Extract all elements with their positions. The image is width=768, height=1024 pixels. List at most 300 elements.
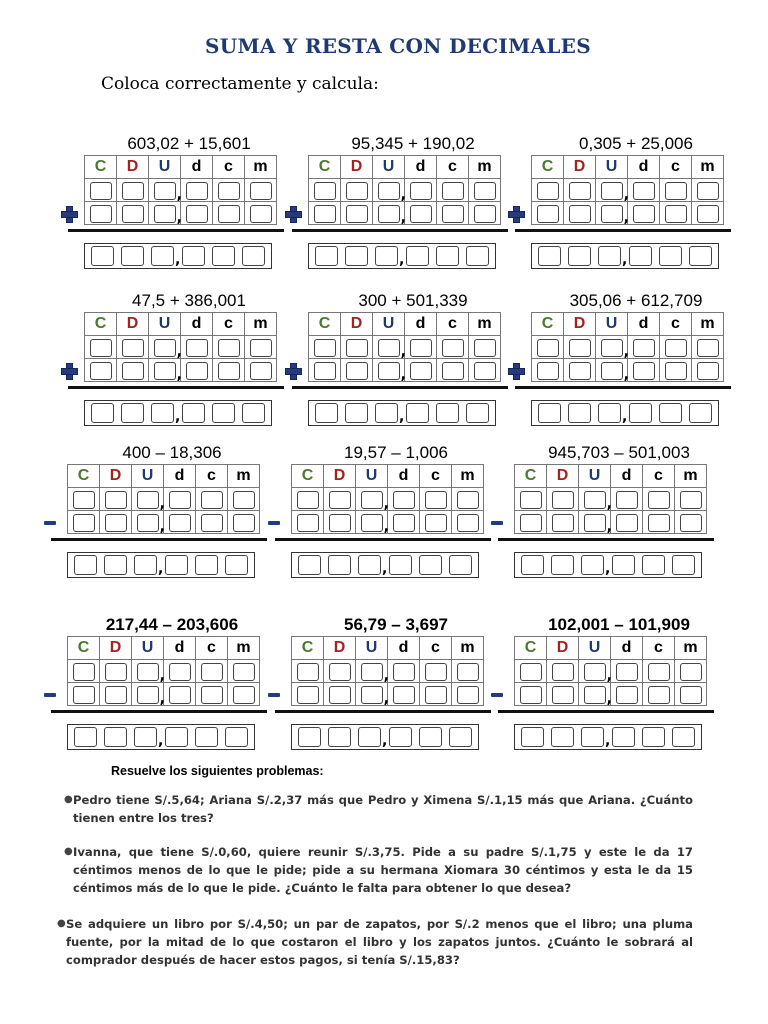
place-value-table (308, 155, 501, 225)
digit-box[interactable] (569, 339, 591, 357)
column-header: C (85, 156, 117, 179)
result-digit-box[interactable] (134, 555, 157, 575)
digit-box[interactable] (410, 182, 432, 200)
result-digit-box[interactable] (581, 727, 604, 747)
digit-box[interactable] (201, 663, 223, 681)
digit-box[interactable] (201, 491, 223, 509)
result-digit-box[interactable] (449, 555, 472, 575)
digit-box[interactable] (233, 663, 255, 681)
result-digit-box[interactable] (134, 727, 157, 747)
decimal-comma: , (381, 561, 388, 578)
result-rule (275, 538, 491, 541)
digit-box[interactable] (105, 686, 127, 704)
result-digit-box[interactable] (466, 246, 489, 266)
digit-box[interactable] (122, 205, 144, 223)
column-header: m (245, 156, 277, 179)
digit-box[interactable] (648, 491, 670, 509)
digit-box[interactable] (154, 362, 176, 380)
result-digit-box[interactable] (165, 555, 188, 575)
digit-box[interactable] (474, 362, 496, 380)
column-header: D (117, 313, 149, 336)
digit-box[interactable] (361, 686, 383, 704)
digit-box[interactable] (442, 205, 464, 223)
result-digit-box[interactable] (121, 246, 144, 266)
worksheet-instructions: Coloca correctamente y calcula: (101, 74, 379, 94)
digit-box[interactable] (137, 514, 159, 532)
operation-label: 305,06 + 612,709 (569, 291, 703, 310)
decimal-comma: , (176, 210, 182, 226)
digit-box[interactable] (73, 663, 95, 681)
digit-box[interactable] (665, 205, 687, 223)
decimal-comma: , (381, 733, 388, 750)
result-digit-box[interactable] (389, 555, 412, 575)
result-digit-box[interactable] (551, 727, 574, 747)
plus-sign-icon (285, 206, 301, 222)
digit-box[interactable] (569, 362, 591, 380)
digit-box[interactable] (361, 514, 383, 532)
digit-box[interactable] (520, 514, 542, 532)
digit-box[interactable] (73, 514, 95, 532)
result-digit-box[interactable] (659, 403, 682, 423)
column-header: C (309, 313, 341, 336)
digit-box[interactable] (601, 339, 623, 357)
result-digit-box[interactable] (581, 555, 604, 575)
digit-box[interactable] (186, 205, 208, 223)
problems-heading: Resuelve los siguientes problemas: (111, 764, 324, 778)
digit-box[interactable] (457, 686, 479, 704)
digit-box[interactable] (552, 686, 574, 704)
digit-box[interactable] (154, 339, 176, 357)
digit-box[interactable] (584, 686, 606, 704)
digit-box[interactable] (297, 663, 319, 681)
column-header: U (579, 637, 611, 660)
column-header: D (564, 156, 596, 179)
digit-box[interactable] (169, 491, 191, 509)
digit-box[interactable] (378, 339, 400, 357)
digit-box[interactable] (410, 339, 432, 357)
column-header: d (405, 313, 437, 336)
result-digit-box[interactable] (151, 403, 174, 423)
column-header: d (164, 465, 196, 488)
result-digit-box[interactable] (315, 403, 338, 423)
result-digit-box[interactable] (91, 403, 114, 423)
word-problem-text: Ivanna, que tiene S/.0,60, quiere reunir S/.3,75. Pide a su padre S/.1,75 y este le da 17 céntimos menos de lo que le pide; pide a su hermana Xiomara 30 céntimos y esta le da 15 céntimos más de lo que le pide. ¿Cuánto le falta para obtener lo que desea? (73, 845, 693, 895)
digit-box[interactable] (233, 686, 255, 704)
column-header: C (292, 465, 324, 488)
result-digit-box[interactable] (298, 555, 321, 575)
decimal-comma: , (400, 187, 406, 203)
digit-box[interactable] (457, 514, 479, 532)
digit-box[interactable] (442, 339, 464, 357)
result-digit-box[interactable] (74, 727, 97, 747)
result-digit-box[interactable] (689, 403, 712, 423)
digit-box[interactable] (633, 362, 655, 380)
result-digit-box[interactable] (358, 555, 381, 575)
minus-sign-icon (268, 687, 284, 703)
digit-box[interactable] (393, 491, 415, 509)
result-digit-box[interactable] (406, 246, 429, 266)
decimal-comma: , (621, 409, 628, 426)
result-digit-box[interactable] (629, 403, 652, 423)
operation-label: 603,02 + 15,601 (127, 134, 251, 153)
column-header: m (228, 637, 260, 660)
digit-box[interactable] (552, 491, 574, 509)
digit-box[interactable] (169, 514, 191, 532)
result-digit-box[interactable] (212, 246, 235, 266)
digit-box[interactable] (410, 362, 432, 380)
column-header: U (356, 465, 388, 488)
operation-label: 95,345 + 190,02 (351, 134, 475, 153)
digit-box[interactable] (250, 339, 272, 357)
digit-box[interactable] (648, 663, 670, 681)
digit-box[interactable] (697, 182, 719, 200)
result-digit-box[interactable] (538, 246, 561, 266)
digit-box[interactable] (393, 686, 415, 704)
digit-box[interactable] (314, 339, 336, 357)
digit-box[interactable] (601, 362, 623, 380)
result-row (67, 724, 255, 750)
result-digit-box[interactable] (568, 403, 591, 423)
decimal-comma: , (400, 367, 406, 383)
digit-box[interactable] (442, 182, 464, 200)
digit-box[interactable] (648, 686, 670, 704)
digit-box[interactable] (442, 362, 464, 380)
digit-box[interactable] (154, 205, 176, 223)
digit-box[interactable] (105, 514, 127, 532)
result-digit-box[interactable] (612, 555, 635, 575)
result-digit-box[interactable] (612, 727, 635, 747)
digit-box[interactable] (616, 686, 638, 704)
worksheet-title: SUMA Y RESTA CON DECIMALES (205, 34, 591, 58)
digit-box[interactable] (410, 205, 432, 223)
digit-box[interactable] (601, 205, 623, 223)
column-header: D (547, 465, 579, 488)
digit-box[interactable] (697, 339, 719, 357)
digit-box[interactable] (218, 205, 240, 223)
digit-box[interactable] (346, 362, 368, 380)
result-digit-box[interactable] (165, 727, 188, 747)
digit-box[interactable] (297, 514, 319, 532)
digit-box[interactable] (616, 514, 638, 532)
result-digit-box[interactable] (358, 727, 381, 747)
digit-box[interactable] (314, 205, 336, 223)
result-digit-box[interactable] (389, 727, 412, 747)
digit-box[interactable] (218, 339, 240, 357)
digit-box[interactable] (697, 362, 719, 380)
column-header: U (373, 156, 405, 179)
digit-box[interactable] (425, 514, 447, 532)
digit-box[interactable] (105, 663, 127, 681)
digit-box[interactable] (537, 362, 559, 380)
decimal-comma: , (383, 519, 389, 535)
digit-box[interactable] (218, 362, 240, 380)
result-digit-box[interactable] (521, 555, 544, 575)
digit-box[interactable] (552, 514, 574, 532)
column-header: C (292, 637, 324, 660)
place-value-table (84, 312, 277, 382)
digit-box[interactable] (122, 339, 144, 357)
result-digit-box[interactable] (642, 727, 665, 747)
result-digit-box[interactable] (436, 403, 459, 423)
digit-box[interactable] (520, 663, 542, 681)
digit-box[interactable] (346, 205, 368, 223)
decimal-comma: , (621, 252, 628, 269)
column-header: D (100, 465, 132, 488)
digit-box[interactable] (297, 686, 319, 704)
word-problem-2 (64, 843, 693, 897)
plus-sign-icon (508, 363, 524, 379)
result-digit-box[interactable] (659, 246, 682, 266)
column-header: U (356, 637, 388, 660)
digit-box[interactable] (169, 686, 191, 704)
digit-box[interactable] (154, 182, 176, 200)
digit-box[interactable] (616, 491, 638, 509)
digit-box[interactable] (633, 205, 655, 223)
digit-box[interactable] (665, 362, 687, 380)
result-digit-box[interactable] (182, 403, 205, 423)
column-header: d (164, 637, 196, 660)
result-digit-box[interactable] (151, 246, 174, 266)
column-header: c (213, 313, 245, 336)
result-digit-box[interactable] (212, 403, 235, 423)
place-value-table (67, 464, 260, 534)
result-digit-box[interactable] (551, 555, 574, 575)
digit-box[interactable] (361, 663, 383, 681)
result-digit-box[interactable] (345, 246, 368, 266)
digit-box[interactable] (665, 182, 687, 200)
digit-box[interactable] (457, 491, 479, 509)
result-digit-box[interactable] (74, 555, 97, 575)
result-digit-box[interactable] (104, 727, 127, 747)
result-digit-box[interactable] (689, 246, 712, 266)
digit-box[interactable] (425, 686, 447, 704)
decimal-comma: , (176, 367, 182, 383)
result-digit-box[interactable] (466, 403, 489, 423)
digit-box[interactable] (569, 205, 591, 223)
column-header: c (196, 637, 228, 660)
result-digit-box[interactable] (375, 403, 398, 423)
column-header: U (579, 465, 611, 488)
result-digit-box[interactable] (672, 727, 695, 747)
result-digit-box[interactable] (629, 246, 652, 266)
digit-box[interactable] (137, 686, 159, 704)
digit-box[interactable] (201, 686, 223, 704)
digit-box[interactable] (169, 663, 191, 681)
result-rule (51, 538, 267, 541)
column-header: C (532, 313, 564, 336)
digit-box[interactable] (425, 491, 447, 509)
plus-sign-icon (285, 363, 301, 379)
digit-box[interactable] (457, 663, 479, 681)
column-header: m (452, 637, 484, 660)
digit-box[interactable] (393, 514, 415, 532)
minus-sign-icon (491, 687, 507, 703)
result-digit-box[interactable] (598, 403, 621, 423)
column-header: D (341, 156, 373, 179)
digit-box[interactable] (329, 686, 351, 704)
digit-box[interactable] (90, 205, 112, 223)
digit-box[interactable] (474, 182, 496, 200)
decimal-comma: , (159, 496, 165, 512)
result-digit-box[interactable] (104, 555, 127, 575)
digit-box[interactable] (122, 362, 144, 380)
digit-box[interactable] (474, 205, 496, 223)
digit-box[interactable] (73, 686, 95, 704)
result-digit-box[interactable] (568, 246, 591, 266)
digit-box[interactable] (201, 514, 223, 532)
digit-box[interactable] (90, 339, 112, 357)
operation-label: 19,57 – 1,006 (344, 443, 448, 462)
digit-box[interactable] (537, 339, 559, 357)
result-digit-box[interactable] (195, 727, 218, 747)
column-header: m (692, 156, 724, 179)
place-value-table (531, 312, 724, 382)
digit-box[interactable] (297, 491, 319, 509)
digit-box[interactable] (186, 362, 208, 380)
result-digit-box[interactable] (91, 246, 114, 266)
result-digit-box[interactable] (449, 727, 472, 747)
result-digit-box[interactable] (642, 555, 665, 575)
decimal-comma: , (159, 691, 165, 707)
digit-box[interactable] (137, 663, 159, 681)
result-row (531, 243, 719, 269)
decimal-comma: , (174, 252, 181, 269)
digit-box[interactable] (233, 491, 255, 509)
digit-box[interactable] (90, 182, 112, 200)
digit-box[interactable] (90, 362, 112, 380)
digit-box[interactable] (378, 182, 400, 200)
digit-box[interactable] (520, 686, 542, 704)
result-digit-box[interactable] (375, 246, 398, 266)
column-header: c (196, 465, 228, 488)
result-row (84, 400, 272, 426)
result-digit-box[interactable] (225, 727, 248, 747)
column-header: C (68, 637, 100, 660)
digit-box[interactable] (346, 339, 368, 357)
result-digit-box[interactable] (345, 403, 368, 423)
result-digit-box[interactable] (419, 727, 442, 747)
digit-box[interactable] (73, 491, 95, 509)
result-row (291, 552, 479, 578)
digit-box[interactable] (680, 514, 702, 532)
result-digit-box[interactable] (436, 246, 459, 266)
digit-box[interactable] (537, 182, 559, 200)
digit-box[interactable] (250, 205, 272, 223)
digit-box[interactable] (393, 663, 415, 681)
digit-box[interactable] (250, 182, 272, 200)
decimal-comma: , (159, 668, 165, 684)
result-digit-box[interactable] (195, 555, 218, 575)
digit-box[interactable] (378, 362, 400, 380)
minus-sign-icon (44, 515, 60, 531)
digit-box[interactable] (361, 491, 383, 509)
column-header: d (611, 465, 643, 488)
place-value-table (531, 155, 724, 225)
result-digit-box[interactable] (538, 403, 561, 423)
digit-box[interactable] (233, 514, 255, 532)
digit-box[interactable] (616, 663, 638, 681)
decimal-comma: , (159, 519, 165, 535)
digit-box[interactable] (537, 205, 559, 223)
digit-box[interactable] (218, 182, 240, 200)
operation-label: 0,305 + 25,006 (579, 134, 693, 153)
decimal-comma: , (623, 187, 629, 203)
result-digit-box[interactable] (315, 246, 338, 266)
column-header: U (132, 637, 164, 660)
result-digit-box[interactable] (598, 246, 621, 266)
digit-box[interactable] (569, 182, 591, 200)
result-digit-box[interactable] (521, 727, 544, 747)
result-digit-box[interactable] (672, 555, 695, 575)
decimal-comma: , (623, 210, 629, 226)
column-header: m (692, 313, 724, 336)
digit-box[interactable] (314, 182, 336, 200)
decimal-comma: , (398, 252, 405, 269)
column-header: m (228, 465, 260, 488)
result-row (67, 552, 255, 578)
place-value-table (308, 312, 501, 382)
digit-box[interactable] (186, 182, 208, 200)
digit-box[interactable] (250, 362, 272, 380)
digit-box[interactable] (329, 491, 351, 509)
column-header: c (437, 156, 469, 179)
result-digit-box[interactable] (406, 403, 429, 423)
digit-box[interactable] (105, 491, 127, 509)
digit-box[interactable] (425, 663, 447, 681)
digit-box[interactable] (680, 491, 702, 509)
digit-box[interactable] (122, 182, 144, 200)
result-digit-box[interactable] (242, 246, 265, 266)
result-digit-box[interactable] (182, 246, 205, 266)
digit-box[interactable] (584, 663, 606, 681)
operation-label: 217,44 – 203,606 (105, 615, 239, 634)
result-row (308, 400, 496, 426)
result-row (514, 552, 702, 578)
digit-box[interactable] (633, 182, 655, 200)
result-digit-box[interactable] (419, 555, 442, 575)
digit-box[interactable] (520, 491, 542, 509)
digit-box[interactable] (329, 514, 351, 532)
digit-box[interactable] (186, 339, 208, 357)
digit-box[interactable] (665, 339, 687, 357)
result-rule (51, 710, 267, 713)
digit-box[interactable] (137, 491, 159, 509)
decimal-comma: , (606, 496, 612, 512)
digit-box[interactable] (314, 362, 336, 380)
result-digit-box[interactable] (328, 555, 351, 575)
digit-box[interactable] (584, 491, 606, 509)
result-digit-box[interactable] (298, 727, 321, 747)
result-digit-box[interactable] (225, 555, 248, 575)
digit-box[interactable] (378, 205, 400, 223)
digit-box[interactable] (552, 663, 574, 681)
digit-box[interactable] (697, 205, 719, 223)
digit-box[interactable] (584, 514, 606, 532)
digit-box[interactable] (680, 663, 702, 681)
result-digit-box[interactable] (242, 403, 265, 423)
result-digit-box[interactable] (328, 727, 351, 747)
digit-box[interactable] (648, 514, 670, 532)
digit-box[interactable] (680, 686, 702, 704)
result-rule (498, 710, 714, 713)
digit-box[interactable] (346, 182, 368, 200)
digit-box[interactable] (633, 339, 655, 357)
bullet-icon: ● (57, 918, 66, 929)
result-digit-box[interactable] (121, 403, 144, 423)
digit-box[interactable] (474, 339, 496, 357)
digit-box[interactable] (601, 182, 623, 200)
digit-box[interactable] (329, 663, 351, 681)
